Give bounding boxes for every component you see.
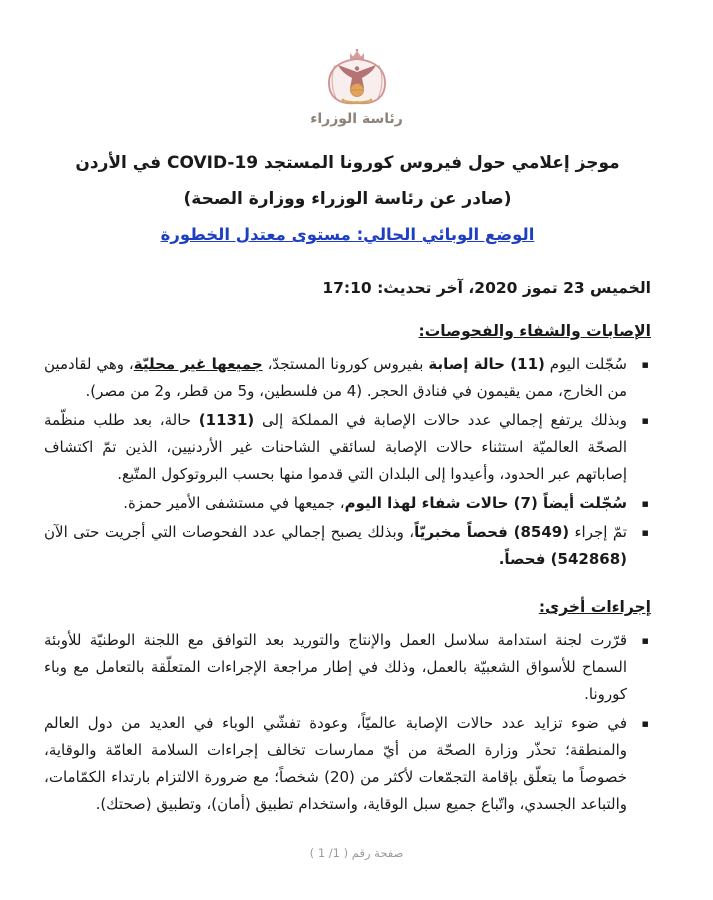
text-run: ، وبذلك يصبح إجمالي عدد الفحوصات التي أجريت حتى الآن [44, 523, 415, 541]
page-title: موجز إعلامي حول فيروس كورونا المستجد COVID-19 في الأردن [75, 153, 620, 173]
text-run: تمّ إجراء [569, 523, 627, 541]
text-run: (8549) فحصاً مخبريّاً [414, 523, 570, 541]
bullet-item [44, 351, 651, 405]
bullet-item [44, 519, 651, 573]
text-run: في ضوء تزايد عدد حالات الإصابة عالميّاً، وعودة تفشّي الوباء في العديد من دول العالم والمنطقة؛ تحذّر وزارة الصحّة من أيّ ممارسات تخالف إجراءات السلامة العامّة والوقاية، خصوصاً ما يتعلّق بإقامة التجمّعات لأكثر من (20) شخصاً؛ مع ضرورة الالتزام بارتداء الكمّامات، والتباعد الجسدي، واتّباع جميع سبل الوقاية، واستخدام تطبيق (أمان)، وتطبيق (صحتك). [44, 714, 627, 813]
date-last-updated: الخميس 23 تموز 2020، آخر تحديث: 17:10 [322, 279, 651, 297]
text-run: جميعها غير محليّة [133, 355, 263, 373]
section-heading: إجراءات أخرى: [538, 598, 651, 616]
text-run: ، جميعها في مستشفى الأمير حمزة. [123, 494, 345, 512]
emblem-caption: رئاسة الوزراء [310, 111, 403, 127]
text-run: (542868) فحصاً. [498, 550, 627, 568]
bullet-item [44, 490, 651, 517]
text-run: وبذلك يرتفع إجمالي عدد حالات الإصابة في المملكة إلى [254, 411, 627, 429]
page-subtitle: (صادر عن رئاسة الوزراء ووزارة الصحة) [183, 189, 512, 209]
text-run: ، وهي لقادمين من الخارج، ممن يقيمون في فنادق الحجر. (4 من فلسطين، و5 من قطر، و2 من مصر). [44, 355, 627, 400]
bullet-item [44, 627, 651, 708]
text-run: قرّرت لجنة استدامة سلاسل العمل والإنتاج والتوريد بعد التوافق مع اللجنة الوطنيّة للأوبئة السماح للأسواق الشعبيّة بالعمل، وذلك في إطار مراجعة الإجراءات المتعلّقة بالتعامل مع وباء كورونا. [44, 631, 627, 703]
document-section [44, 322, 651, 573]
bullet-list [44, 351, 651, 573]
sections [44, 322, 651, 818]
document-content [0, 145, 713, 818]
header-block [44, 145, 651, 253]
epidemic-status-line: الوضع الوبائي الحالي: مستوى معتدل الخطورة [160, 225, 535, 244]
section-heading: الإصابات والشفاء والفحوصات: [418, 322, 651, 340]
jordan-coat-of-arms-icon [305, 48, 409, 108]
text-run: (1131) [198, 411, 255, 429]
bullet-item [44, 407, 651, 488]
text-run: حالة، بعد طلب منظّمة الصحّة العالميّة استثناء حالات الإصابة لسائقي الشاحنات غير الأردنيين، الذين تمّ اكتشاف إصاباتهم عبر الحدود، وأعيدوا إلى البلدان التي قدموا منها بحسب البروتوكول المتّبع. [44, 411, 627, 483]
text-run: بفيروس كورونا المستجدّ، [262, 355, 429, 373]
logo-block [0, 0, 713, 127]
text-run: سُجّلت اليوم [544, 355, 627, 373]
bullet-item [44, 710, 651, 818]
text-run: سُجّلت أيضاً (7) حالات شفاء لهذا اليوم [344, 494, 627, 512]
bullet-list [44, 627, 651, 818]
page-number-footer: صفحة رقم ( 1/ 1 ) [309, 846, 404, 860]
text-run: (11) حالة إصابة [428, 355, 545, 373]
document-section [44, 598, 651, 818]
